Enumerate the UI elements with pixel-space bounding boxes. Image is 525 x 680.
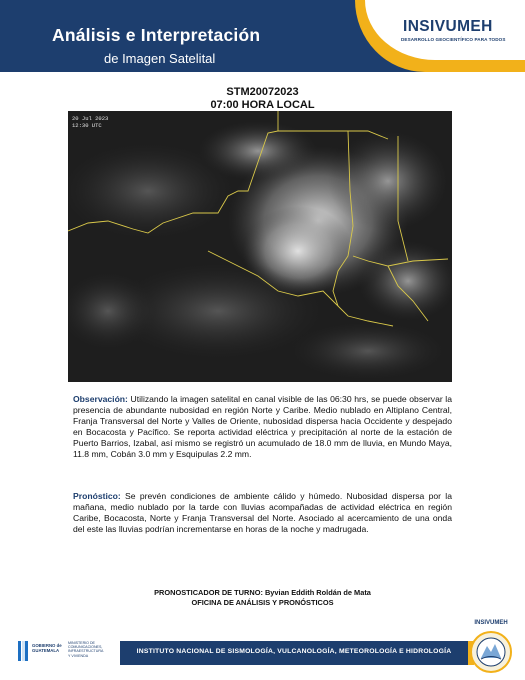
forecast-paragraph (73, 491, 452, 535)
observation-paragraph (73, 394, 452, 461)
insivumeh-seal-icon (467, 626, 515, 674)
forecast-text: Se prevén condiciones de ambiente cálido y húmedo. Nubosidad dispersa por la mañana, medio nublado por la tarde con lluvias acompañadas de actividad eléctrica en región Caribe, Bocacosta, Norte y Franja Transversal del Norte. Asociado al acercamiento de una onda del este las lluvias podrían incrementarse en horas de la noche y madrugada. (73, 491, 452, 535)
seal-label: INSIVUMEH (474, 620, 508, 626)
page-subtitle: de Imagen Satelital (104, 51, 216, 66)
satellite-image-graphic (68, 111, 452, 382)
observation-label: Observación: (73, 394, 128, 404)
image-time-stamp: 12:30 UTC (72, 122, 102, 129)
page-header (0, 0, 525, 78)
image-date-stamp: 20 Jul 2023 (72, 115, 109, 122)
report-time: 07:00 HORA LOCAL (210, 99, 315, 111)
forecast-label: Pronóstico: (73, 491, 121, 501)
insivumeh-logo: INSIVUMEH (403, 18, 493, 35)
report-id: STM20072023 (226, 86, 299, 98)
satellite-image (68, 111, 452, 382)
office-name: OFICINA DE ANÁLISIS Y PRONÓSTICOS (191, 598, 334, 607)
observation-text: Utilizando la imagen satelital en canal visible de las 06:30 hrs, se puede observar la presencia de abundante nubosidad en región Norte y Caribe. Medio nublado en Altiplano Central, Franja Transversal del Norte y Valles de Oriente, nubosidad dispersa hacia Occidente y despejado en Bocacosta y Pacífico. Se reporta actividad eléctrica y precipitación al norte de la estación de Puerto Barrios, Izabal, así mismo se registró un acumulado de 18.0 mm de lluvia, en Mundo Maya, 11.8 mm, Cobán 3.0 mm y Esquipulas 2.2 mm. (73, 394, 452, 460)
institute-banner (120, 641, 474, 665)
gob-guatemala-label: GOBIERNO de GUATEMALA (32, 643, 62, 653)
page-title: Análisis e Interpretación (52, 25, 261, 45)
flag-icon (18, 641, 28, 661)
institute-name: INSTITUTO NACIONAL DE SISMOLOGÍA, VULCANOLOGÍA, METEOROLOGÍA E HIDROLOGÍA (136, 648, 452, 655)
government-logo (18, 639, 108, 665)
ministry-label: MINISTERIO DE COMUNICACIONES, INFRAESTRUCTURA Y VIVIENDA (68, 641, 104, 658)
logo-tagline: DESARROLLO GEOCIENTÍFICO PARA TODOS (401, 37, 506, 42)
forecaster-on-duty: PRONOSTICADOR DE TURNO: Byvian Eddith Roldán de Mata (154, 588, 371, 597)
